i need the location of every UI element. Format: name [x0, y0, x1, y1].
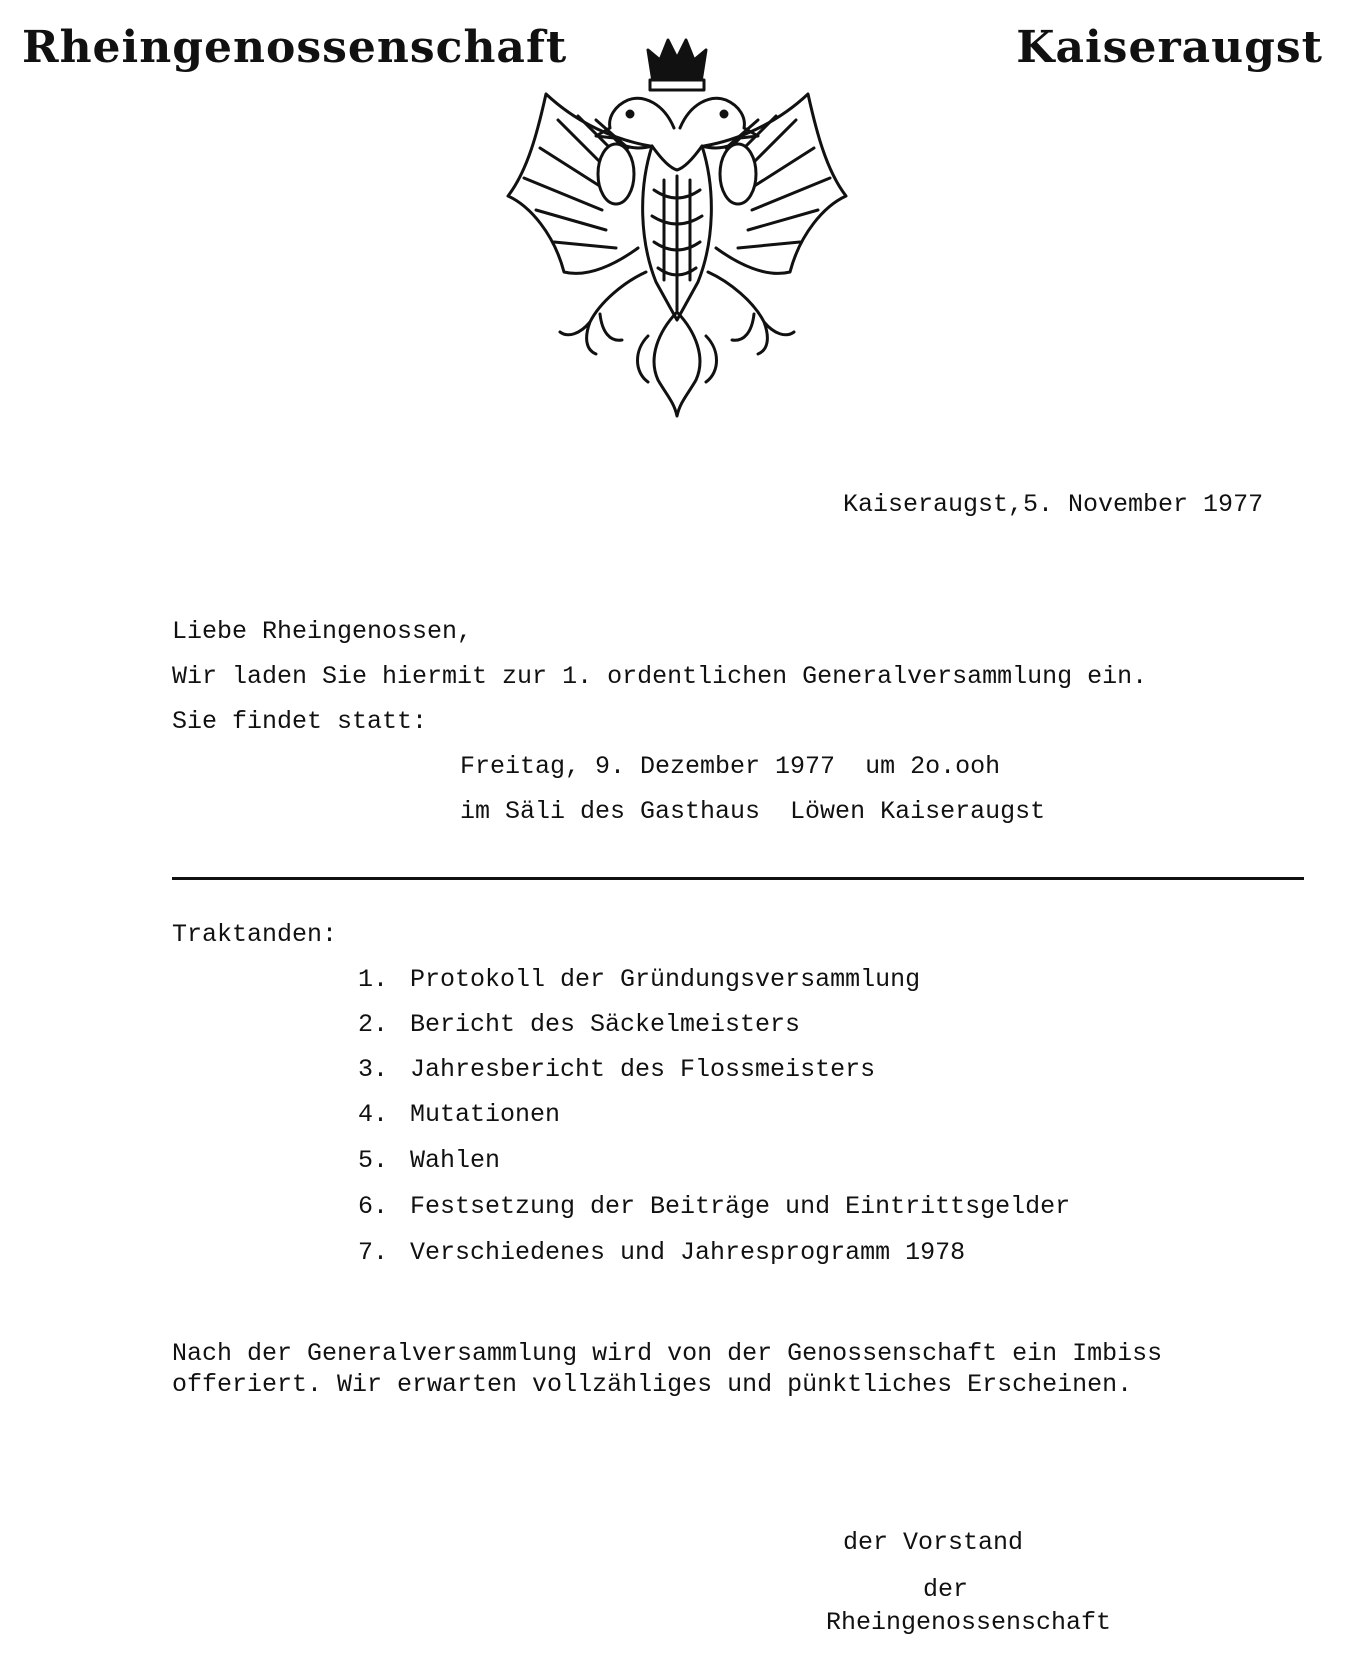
signature-line-3: Rheingenossenschaft — [826, 1608, 1112, 1637]
event-date: Freitag, 9. Dezember 1977 um 2o.ooh — [460, 752, 1001, 781]
agenda-item-number: 7. — [358, 1238, 389, 1267]
salutation: Liebe Rheingenossen, — [172, 617, 473, 646]
agenda-item-text: Festsetzung der Beiträge und Eintrittsgelder — [410, 1192, 1071, 1221]
agenda-item-text: Bericht des Säckelmeisters — [410, 1010, 801, 1039]
agenda-item — [358, 1192, 1070, 1222]
agenda-item — [358, 1146, 500, 1176]
agenda-item-text: Mutationen — [410, 1100, 561, 1129]
agenda-item-number: 6. — [358, 1192, 389, 1221]
signature-line-1: der Vorstand — [843, 1528, 1024, 1557]
invitation-line: Wir laden Sie hiermit zur 1. ordentlichen Generalversammlung ein. — [172, 662, 1148, 691]
closing-line-2: offeriert. Wir erwarten vollzähliges und pünktliches Erscheinen. — [172, 1370, 1133, 1399]
place-and-date: Kaiseraugst,5. November 1977 — [843, 490, 1264, 519]
agenda-title: Traktanden: — [172, 920, 338, 949]
agenda-item-number: 4. — [358, 1100, 389, 1129]
agenda-item-number: 2. — [358, 1010, 389, 1039]
agenda-item-number: 1. — [358, 965, 389, 994]
agenda-item-number: 3. — [358, 1055, 389, 1084]
agenda-item-text: Jahresbericht des Flossmeisters — [410, 1055, 876, 1084]
agenda-item — [358, 1010, 800, 1040]
agenda-item-text: Protokoll der Gründungsversammlung — [410, 965, 921, 994]
letterhead-place-name: Kaiseraugst — [1016, 22, 1323, 73]
agenda-item-text: Wahlen — [410, 1146, 501, 1175]
agenda-item-text: Verschiedenes und Jahresprogramm 1978 — [410, 1238, 966, 1267]
agenda-item — [358, 1055, 875, 1085]
venue-intro: Sie findet statt: — [172, 707, 428, 736]
signature-line-2: der — [923, 1575, 969, 1604]
letterhead-org-name: Rheingenossenschaft — [22, 22, 568, 73]
divider-line — [172, 877, 1304, 880]
closing-line-1: Nach der Generalversammlung wird von der Genossenschaft ein Imbiss — [172, 1339, 1163, 1368]
agenda-item — [358, 965, 920, 995]
agenda-item-number: 5. — [358, 1146, 389, 1175]
event-place: im Säli des Gasthaus Löwen Kaiseraugst — [460, 797, 1046, 826]
agenda-item — [358, 1238, 965, 1268]
double-headed-eagle-crest-icon — [488, 20, 866, 420]
agenda-item — [358, 1100, 560, 1130]
